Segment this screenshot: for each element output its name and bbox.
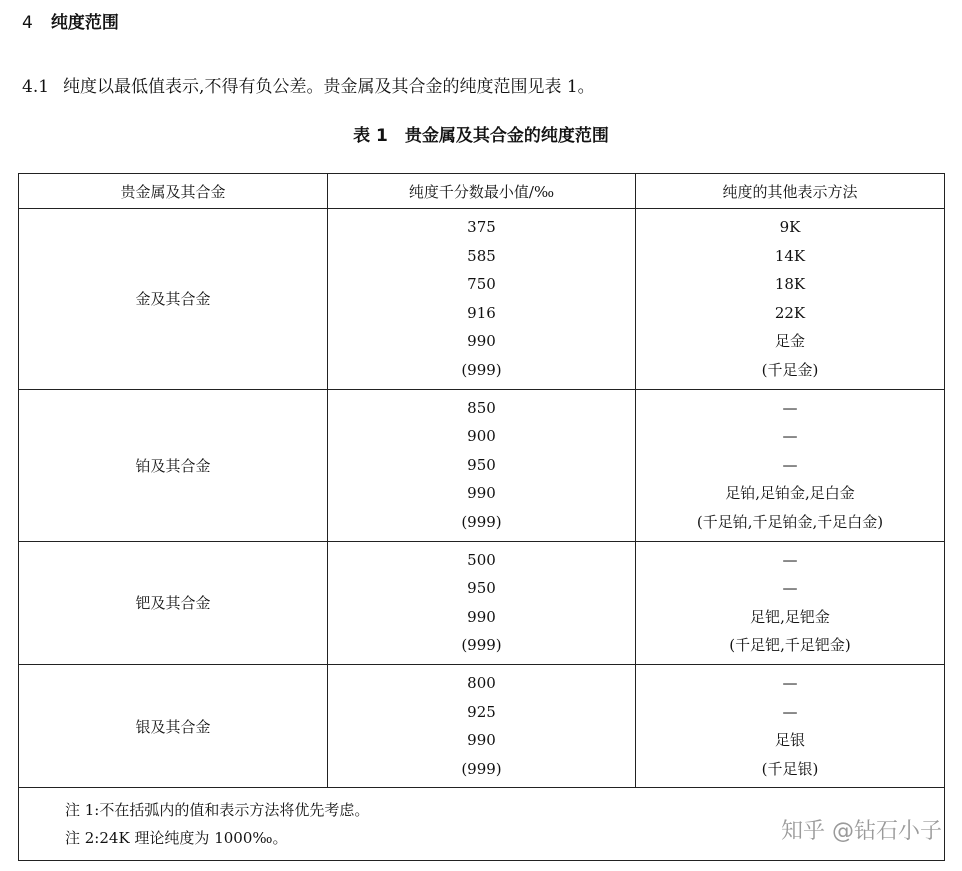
purity-value: 750 xyxy=(467,275,496,294)
clause-number: 4.1 xyxy=(22,77,50,97)
other-notation-value: — xyxy=(782,702,798,721)
other-notation-value: — xyxy=(782,673,798,692)
purity-value: 925 xyxy=(467,702,496,721)
other-notation-value: (千足钯,千足钯金) xyxy=(729,636,851,655)
header-other-notation: 纯度的其他表示方法 xyxy=(636,174,945,209)
other-notation-value: 14K xyxy=(774,246,806,265)
other-notation-value: 22K xyxy=(774,303,806,322)
table-body xyxy=(19,209,945,861)
purity-value: (999) xyxy=(461,759,502,778)
purity-values-cell xyxy=(328,664,636,787)
other-notation-value: (千足银) xyxy=(761,759,819,778)
table-title: 表 1 贵金属及其合金的纯度范围 xyxy=(353,126,609,146)
other-notation-value: 足金 xyxy=(774,332,805,351)
table-row xyxy=(19,541,945,664)
other-notation-cell xyxy=(636,209,945,390)
other-notation-cell xyxy=(636,541,945,664)
purity-value: 950 xyxy=(467,579,496,598)
table-row xyxy=(19,209,945,390)
purity-value: 375 xyxy=(467,218,496,236)
metal-name-cell: 钯及其合金 xyxy=(19,541,328,664)
purity-value: 850 xyxy=(467,398,496,417)
other-notation-value: 9K xyxy=(779,218,801,236)
other-notation-value: — xyxy=(782,455,798,474)
purity-value: 950 xyxy=(467,455,496,474)
header-metal: 贵金属及其合金 xyxy=(19,174,328,209)
purity-value: 800 xyxy=(467,673,496,692)
other-notation-value: — xyxy=(782,579,798,598)
purity-values-cell xyxy=(328,209,636,390)
purity-value: (999) xyxy=(461,360,502,379)
clause-paragraph xyxy=(22,72,595,97)
metal-name-cell: 金及其合金 xyxy=(19,209,328,390)
purity-value: (999) xyxy=(461,636,502,655)
other-notation-value: — xyxy=(782,550,798,569)
other-notation-value: 足铂,足铂金,足白金 xyxy=(725,484,855,503)
table-header-row xyxy=(19,174,945,209)
purity-value: 500 xyxy=(467,550,496,569)
other-notation-value: 足银 xyxy=(774,731,805,750)
purity-values-cell xyxy=(328,389,636,541)
other-notation-value: 足钯,足钯金 xyxy=(750,607,830,626)
metal-name-cell: 银及其合金 xyxy=(19,664,328,787)
purity-value: 916 xyxy=(467,303,496,322)
clause-text: 纯度以最低值表示,不得有负公差。贵金属及其合金的纯度范围见表 1。 xyxy=(63,77,595,97)
other-notation-value: (千足铂,千足铂金,千足白金) xyxy=(696,512,884,531)
purity-value: 990 xyxy=(467,484,496,503)
table-row xyxy=(19,664,945,787)
section-heading xyxy=(22,8,119,33)
other-notation-cell xyxy=(636,389,945,541)
header-min-purity: 纯度千分数最小值/‰ xyxy=(328,174,636,209)
purity-values-cell xyxy=(328,541,636,664)
other-notation-value: — xyxy=(782,427,798,446)
other-notation-cell xyxy=(636,664,945,787)
table-note: 注 1:不在括弧内的值和表示方法将优先考虑。 xyxy=(65,801,370,820)
section-number: 4 xyxy=(22,13,33,33)
purity-value: 990 xyxy=(467,731,496,750)
watermark: 知乎 @钻石小子 xyxy=(781,819,942,844)
purity-value: (999) xyxy=(461,512,502,531)
table-note: 注 2:24K 理论纯度为 1000‰。 xyxy=(65,829,288,848)
purity-value: 585 xyxy=(467,246,496,265)
section-title: 纯度范围 xyxy=(50,13,119,33)
other-notation-value: — xyxy=(782,398,798,417)
other-notation-value: (千足金) xyxy=(761,360,819,379)
table-row xyxy=(19,389,945,541)
purity-table xyxy=(18,173,945,861)
purity-value: 990 xyxy=(467,332,496,351)
purity-value: 900 xyxy=(467,427,496,446)
metal-name-cell: 铂及其合金 xyxy=(19,389,328,541)
purity-value: 990 xyxy=(467,607,496,626)
other-notation-value: 18K xyxy=(774,275,806,294)
